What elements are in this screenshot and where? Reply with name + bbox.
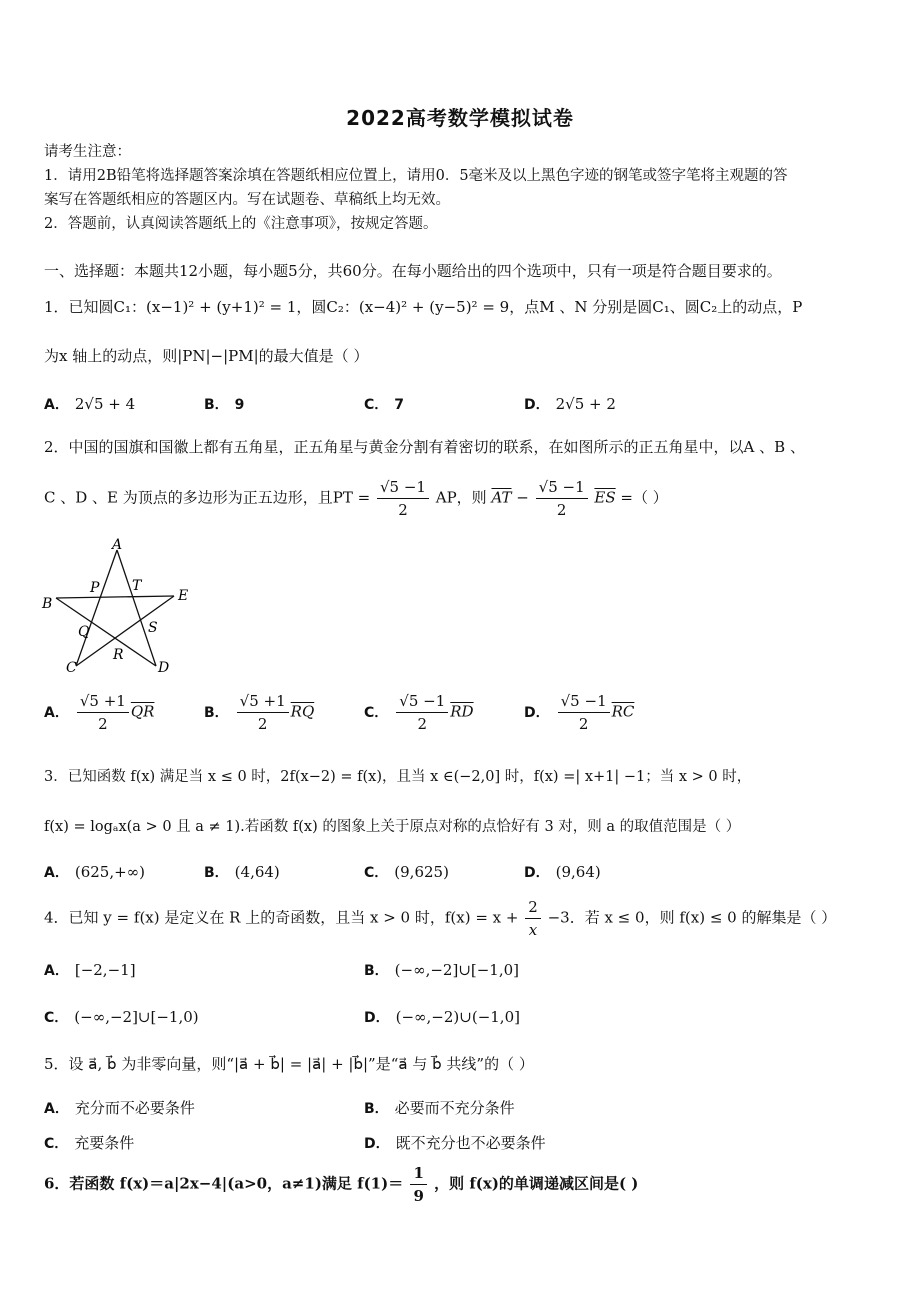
star-label-c: C [66,660,77,676]
star-edge-be [56,596,174,598]
q2-option-d[interactable]: D． $\frac{√5 -1}{2}$ $\overline{RC}$ [524,692,635,733]
star-label-q: Q [78,624,90,640]
star-edge-ac [76,550,117,666]
q4-option-d[interactable]: D． (−∞,−2)∪(−1,0] [364,1008,520,1026]
star-label-p: P [90,580,100,596]
q1-stem-line2: 为x 轴上的动点，则|PN|−|PM|的最大值是（ ） [44,347,369,365]
q1-option-a[interactable]: A． 2√5 + 4 [44,395,136,413]
section-heading: 一、选择题：本题共12小题，每小题5分，共60分。在每小题给出的四个选项中，只有一项是符合题目要求的。 [44,262,782,280]
q4-stem: 4．已知 y = f(x) 是定义在 R 上的奇函数，且当 x > 0 时，f(x) = x + $\frac{2}{x}$ −3．若 x ≤ 0，则 f(x) ≤ 0 的解集是（ ） [44,898,837,939]
q1-option-b[interactable]: B． 9 [204,397,245,413]
q5-option-a[interactable]: A． 充分而不必要条件 [44,1099,195,1117]
q2-fraction-2: $\frac{√5 -1}{2}$ [536,476,588,521]
q5-option-c[interactable]: C． 充要条件 [44,1134,135,1152]
page-title: 2022高考数学模拟试卷 [346,106,574,130]
q3-stem-line2: f(x) = logₐx(a > 0 且 a ≠ 1).若函数 f(x) 的图象上关于原点对称的点恰好有 3 对，则 a 的取值范围是（ ） [44,819,741,835]
q2-fraction: $\frac{√5 -1}{2}$ [377,476,429,521]
q2-option-b[interactable]: B． $\frac{√5 +1}{2}$ $\overline{RQ}$ [204,692,315,733]
q4-option-b[interactable]: B． (−∞,−2]∪[−1,0] [364,961,520,979]
star-edge-ec [76,596,174,666]
q1-stem-line1: 1．已知圆C₁：(x−1)² + (y+1)² = 1，圆C₂：(x−4)² + (y−5)² = 9，点M 、N 分别是圆C₁、圆C₂上的动点，P [44,298,803,316]
q2-stem-line1: 2．中国的国旗和国徽上都有五角星，正五角星与黄金分割有着密切的联系，在如图所示的正五角星中，以A 、B 、 [44,438,805,456]
q4-option-a[interactable]: A． [−2,−1] [44,961,136,979]
q3-option-a[interactable]: A． (625,+∞) [44,863,146,881]
star-label-e: E [178,588,189,604]
notice-line-1a: 1．请用2B铅笔将选择题答案涂填在答题纸相应位置上，请用0．5毫米及以上黑色字迹的钢笔或签字笔将主观题的答 [44,168,788,184]
q3-stem-line1: 3．已知函数 f(x) 满足当 x ≤ 0 时，2f(x−2) = f(x)，且当 x ∈(−2,0] 时，f(x) =| x+1| −1；当 x > 0 时， [44,769,752,785]
q5-stem: 5．设 a⃗, b⃗ 为非零向量，则“|a⃗ + b⃗| = |a⃗| + |b⃗|”是“a⃗ 与 b⃗ 共线”的（ ） [44,1055,534,1073]
q2-option-a[interactable]: A． $\frac{√5 +1}{2}$ $\overline{QR}$ [44,692,155,733]
q3-option-c[interactable]: C． (9,625) [364,863,449,881]
q1-option-c[interactable]: C． 7 [364,397,405,413]
star-label-r: R [113,647,124,663]
q2-option-c[interactable]: C． $\frac{√5 -1}{2}$ $\overline{RD}$ [364,692,474,733]
q6-fraction: $\frac{1}{9}$ [410,1162,426,1207]
star-label-t: T [132,578,142,594]
q4-fraction: $\frac{2}{x}$ [525,896,541,941]
notice-line-1b: 案写在答题纸相应的答题区内。写在试题卷、草稿纸上均无效。 [44,192,450,208]
star-label-b: B [42,596,53,612]
q1-option-d[interactable]: D． 2√5 + 2 [524,395,616,413]
notice-line-2: 2．答题前，认真阅读答题纸上的《注意事项》，按规定答题。 [44,216,438,232]
q4-option-c[interactable]: C． (−∞,−2]∪[−1,0) [44,1008,199,1026]
star-label-s: S [148,620,158,636]
star-label-a: A [112,537,123,553]
q6-stem: 6．若函数 f(x)＝a|2x−4|(a>0，a≠1)满足 f(1)＝ $\frac{1}{9}$ ，则 f(x)的单调递减区间是( ) [44,1164,639,1205]
q5-option-d[interactable]: D． 既不充分也不必要条件 [364,1134,546,1152]
q2-stem-line2: C 、D 、E 为顶点的多边形为正五边形，且PT = $\frac{√5 -1}{2}$ AP，则 $\overline{AT}$ − $\frac{√5 -1}{2}$ $\overline{ES}$ =（ ） [44,478,668,519]
notice-header: 请考生注意： [44,144,131,160]
pentagram-figure [40,536,200,676]
q3-option-b[interactable]: B． (4,64) [204,863,280,881]
star-edge-bd [56,598,156,666]
q3-option-d[interactable]: D． (9,64) [524,863,601,881]
star-label-d: D [158,660,170,676]
q5-option-b[interactable]: B． 必要而不充分条件 [364,1099,515,1117]
